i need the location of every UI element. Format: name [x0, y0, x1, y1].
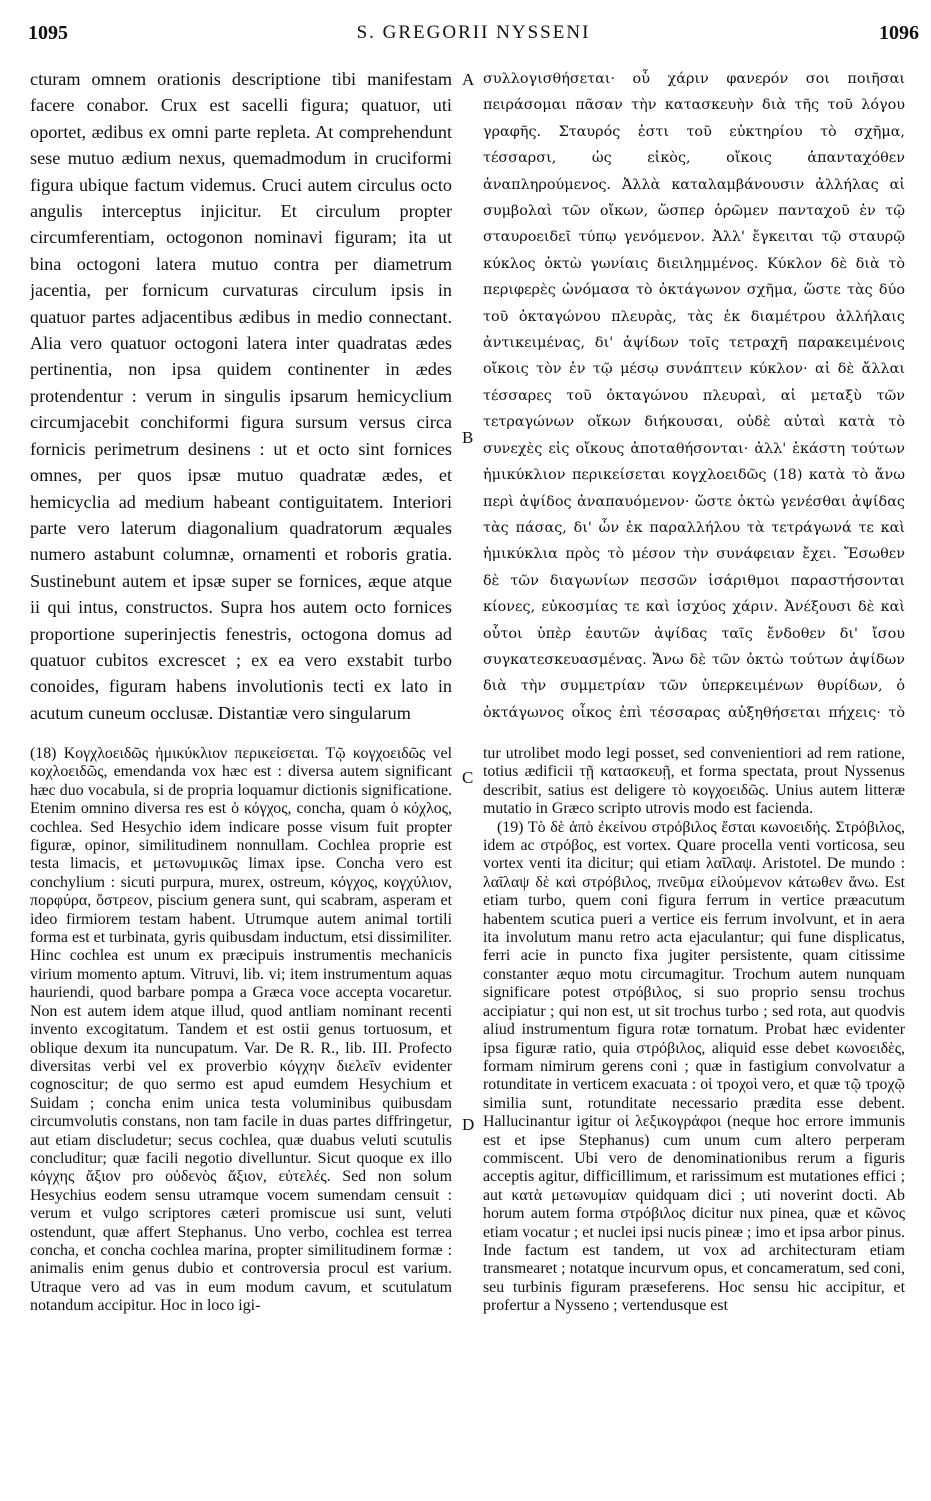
margin-letter-c: C — [462, 768, 474, 787]
margin-letter-d: D — [462, 1115, 475, 1134]
page-number-right: 1096 — [879, 22, 919, 44]
latin-translation-column — [30, 66, 452, 726]
greek-text: συλλογισθήσεται· οὗ χάριν φανερόν σοι ποιῆσαι πειράσομαι πᾶσαν τὴν κατασκευὴν διὰ τῆς τοῦ λόγου γραφῆς. Σταυρός ἐστι τοῦ εὐκτηρίου τὸ σχῆμα, τέσσαρσι, ὡς εἰκὸς, οἴκοις ἁπανταχόθεν ἀναπληρούμενος. Ἀλλὰ καταλαμβάνουσιν ἀλλήλας αἱ συμβολαὶ τῶν οἴκων, ὥσπερ ὁρῶμεν πανταχοῦ ἐν τῷ σταυροειδεῖ τύπῳ γενόμενον. Ἀλλ' ἔγκειται τῷ σταυρῷ κύκλος ὀκτὼ γωνίαις διειλημμένος. Κύκλον δὲ διὰ τὸ περιφερὲς ὠνόμασα τὸ ὀκτάγωνον σχῆμα, ὥστε τὰς δύο τοῦ ὀκταγώνου πλευρὰς, τὰς ἐκ διαμέτρου ἀλλήλαις ἀντικειμένας, δι' ἀψίδων τοῖς τετραχῆ παρακειμένοις οἴκοις τὸν ἐν τῷ μέσῳ συνάπτειν κύκλον· αἱ δὲ ἄλλαι τέσσαρες τοῦ ὀκταγώνου πλευραὶ, αἱ μεταξὺ τῶν τετραγώνων οἴκων διήκουσαι, οὐδὲ αὐταὶ κατὰ τὸ συνεχὲς εἰς οἴκους ἀποταθήσονται· ἀλλ' ἑκάστη τούτων ἡμικύκλιον περικείσεται κογχλοειδῶς (18) κατὰ τὸ ἄνω περὶ ἀψίδος ἀναπαυόμενον· ὥστε ὀκτὼ γενέσθαι ἀψίδας τὰς πάσας, δι' ὧν ἐκ παραλλήλου τὰ τετράγωνά τε καὶ ἡμικύκλια πρὸς τὸ μέσον τὴν συνάφειαν ἔχει. Ἔσωθεν δὲ τῶν διαγωνίων πεσσῶν ἰσάριθμοι παραστήσονται κίονες, εὐκοσμίας τε καὶ ἰσχύος χάριν. Ἀνέξουσι δὲ καὶ οὗτοι ὑπὲρ ἑαυτῶν ἀψίδας ταῖς ἔνδοθεν δι' ἴσου συγκατεσκευασμένας. Ἄνω δὲ τῶν ὀκτὼ τούτων ἀψίδων διὰ τὴν συμμετρίαν τῶν ὑπερκειμένων θυρίδων, ὁ ὀκτάγωνος οἶκος ἐπὶ τέσσαρας αὐξηθήσεται πήχεις· τὸ — [483, 71, 905, 721]
footnote-column-right — [483, 745, 905, 1490]
footnote-19-text: (19) Τὸ δὲ ἀπὸ ἐκείνου στρόβιλος ἔσται κωνοειδής. Στρόβιλος, idem ac στρόβος, est vortex. Quare procella venti vorticosa, seu vortex venti ita dicitur; qui etiam λαῖλαψ. Aristotel. De mundo : λαῖλαψ δὲ καὶ στρόβιλος, πνεῦμα εἰλούμενον κάτωθεν ἄνω. Est etiam turbo, quem coni figura ferrum in vertice præacutum habentem scutica pueri a vertice eis ferrum involvunt, et in aera ita involutum manu retro acta ejaculantur; qui fune displicatus, ferri acie in puncto fixa jugiter persistente, quam citissime constanter æquo motu circumagitur. Trochum autem nunquam significare potest στρόβιλος, si suo proprio sensu trochus accipiatur ; qui non est, ut sit trochus turbo ; sed rota, aut quodvis aliud instrumentum figura rotæ tornatum. Probat hæc evidenter ipsa figuræ ratio, quia στρόβιλος, aliquid esse debet κωνοειδὲς, formam nimirum gerens coni ; quæ in fastigium convolvatur a rotunditate in verticem exacuata : οἱ τροχοὶ vero, et quæ τῷ τροχῷ similia sunt, rotunditate necessario prædita esse debent. Hallucinantur igitur οἱ λεξικογράφοι (neque hoc errore immunis est et ipse Stephanus) cum unum cum altero perperam commiscent. Ubi vero de denominationibus rerum a figuris acceptis agitur, difficillimum, et rarissimum est mutationes effici ; aut κατὰ μετωνυμίαν quidquam dici ; uti noverint docti. Ab horum autem forma στρόβιλος dicitur nux pinea, quæ et κῶνος etiam vocatur ; et nuclei ipsi nucis pineæ ; imo et ipsa arbor pinus. Inde factum est tandem, ut vox ad architecturam etiam transmearet ; notatque incurvum opus, et concameratum, sed coni, seu turbinis figuram præseferens. Hoc sensu hic accipitur, et profertur a Nysseno ; vertendusque est — [483, 818, 905, 1315]
footnote-18-continuation: tur utrolibet modo legi posset, sed convenientiori ad rem ratione, totius ædificii τῇ κατασκευῇ, et forma spectata, prout Nyssenus describit, satius est deligere τὸ κογχοειδῶς. Unius autem litteræ mutatio in Græco scripto utrovis modo est facienda. — [483, 745, 905, 818]
margin-letter-a: A — [462, 70, 475, 89]
footnote-column-left — [30, 745, 452, 1490]
greek-text-column — [483, 66, 905, 726]
latin-translation-text: cturam omnem orationis descriptione tibi manifestam facere conabor. Crux est sacelli figura; quatuor, uti oportet, ædibus ex omni parte repleta. At comprehendunt sese mutuo ædium nexus, quemadmodum in cruciformi figura ubique factum videmus. Cruci autem circulus octo angulis interceptus injicitur. Et circulum propter circumferentiam, octogonon nominavi figuram; ita ut bina octogoni latera mutuo contra per diametrum jacentia, per fornicum curvaturas circulum ipsis in quatuor partes adjacentibus ædibus in medio connectant. Alia vero quatuor octogoni latera inter quadratas ædes pertinentia, non ipsa quidem continenter in ædes protendentur : verum in singulis ipsarum hemicyclium circumjacebit conchiformi figura sursum versus circa fornicis perimetrum desinens : ut et octo sint fornices omnes, per quos ipsæ mutuo quadratæ ædes, et hemicyclia ad medium habeant contiguitatem. Interiori parte vero laterum diagonalium quadratorum æquales numero astabunt columnæ, ornamenti et roboris gratia. Sustinebunt autem et ipsæ super se fornices, æque atque ii qui intus, constructos. Supra hos autem octo fornices proportione superinjectis fenestris, octogona domus ad quatuor cubitos excrescet ; ex ea vero exstabit turbo conoides, figuram habens involutionis tecti ex lato in acutum cuneum occlusæ. Distantiæ vero singularum — [30, 69, 452, 723]
running-title: S. GREGORII NYSSENI — [356, 22, 591, 43]
margin-letter-b: B — [462, 428, 474, 447]
footnote-18-text: (18) Κογχλοειδῶς ἡμικύκλιον περικείσεται. Τῷ κογχοειδῶς vel κοχλοειδῶς, emendanda vox hæc est : diversa autem significant hæc duo vocabula, si de propria loquamur dictionis significatione. Etenim omnino diversa res est ὁ κόγχος, concha, quam ὁ κόχλος, cochlea. Sed Hesychio idem indicare posse visum fuit propter figuræ, opinor, similitudinem nonnullam. Cochlea proprie est testa limacis, et μετωνυμικῶς limax ipse. Concha vero est conchylium : sicuti purpura, murex, ostreum, κόγχος, κογχύλιον, πορφύρα, ὄστρεον, piscium genera sunt, qui scabram, asperam et ideo firmiorem testam habent. Utrumque autem animal tortili forma est et turbinata, gyris quibusdam inductum, etsi dissimiliter. Hinc cochlea est unum ex præcipuis instrumentis mechanicis virium momento aptum. Vitruvi, lib. vi; item instrumentum aquas hauriendi, quod barbare pompa a Græca voce accepta vocaretur. Non est autem idem atque illud, quod antliam nominant recenti invento excogitatum. Tandem et est ostii genus tortuosum, et oblique dexum ita nuncupatum. Var. De R. R., lib. III. Profecto diversitas verbi vel ex proverbio κόγχην διελεῖν evidenter cognoscitur; de quo sermo est apud eumdem Hesychium et Suidam ; concha enim unica testa voluminibus quibusdam circumvolutis constans, non tam facile in duas partes diffringetur, aut etiam discludetur; secus cochlea, quæ duabus veluti scutulis concluditur; quæ facili negotio divelluntur. Sicut quoque ex illo κόγχης ἄξιον pro οὐδενὸς ἄξιον, εὐτελές. Sed non solum Hesychius eodem sensu utramque vocem sumendam censuit : verum et vulgo scriptores cæteri promiscue usi sunt, veluti ostendunt, quæ affert Stephanus. Uno verbo, cochlea est terrea concha, et concha cochlea marina, propter similitudinem formæ : animalis enim genus dubio et controversia procul est varium. Utraque vero ad vas in eum modum cavum, et scutulatum notandum accipitur. Hoc in loco igi- — [30, 745, 452, 1315]
running-header — [28, 22, 919, 52]
page-number-left: 1095 — [28, 22, 68, 44]
